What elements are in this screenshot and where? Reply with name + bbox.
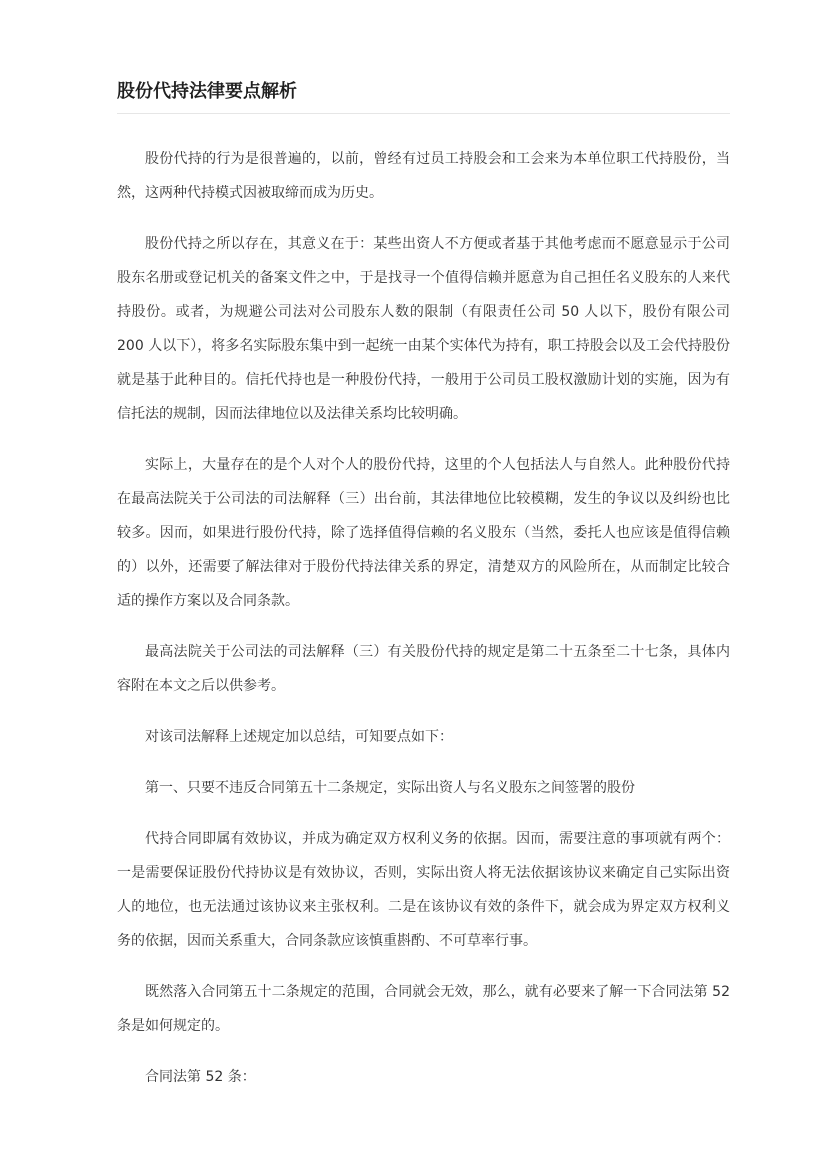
- paragraph-5: 对该司法解释上述规定加以总结，可知要点如下：: [145, 729, 453, 745]
- article-body: [117, 142, 730, 1111]
- paragraph-7: 代持合同即属有效协议，并成为确定双方权利义务的依据。因而，需要注意的事项就有两个：一是需要保证股份代持协议是有效协议，否则，实际出资人将无法依据该协议来确定自己实际出资人的地位，也无法通过该协议来主张权利。二是在该协议有效的条件下，就会成为界定双方权利义务的依据，因而关系重大，合同条款应该慎重斟酌、不可草率行事。: [117, 831, 730, 949]
- paragraph-1: 股份代持的行为是很普遍的，以前，曾经有过员工持股会和工会来为本单位职工代持股份，当然，这两种代持模式因被取缔而成为历史。: [117, 151, 730, 201]
- paragraph-3: 实际上，大量存在的是个人对个人的股份代持，这里的个人包括法人与自然人。此种股份代持在最高法院关于公司法的司法解释（三）出台前，其法律地位比较模糊，发生的争议以及纠纷也比较多。因而，如果进行股份代持，除了选择值得信赖的名义股东（当然，委托人也应该是值得信赖的）以外，还需要了解法律对于股份代持法律关系的界定，清楚双方的风险所在，从而制定比较合适的操作方案以及合同条款。: [117, 457, 730, 609]
- title-divider: [117, 113, 730, 114]
- page-title: 股份代持法律要点解析: [117, 81, 297, 102]
- paragraph-8: 既然落入合同第五十二条规定的范围，合同就会无效，那么，就有必要来了解一下合同法第 52 条是如何规定的。: [117, 984, 730, 1034]
- paragraph-2: 股份代持之所以存在，其意义在于：某些出资人不方便或者基于其他考虑而不愿意显示于公司股东名册或登记机关的备案文件之中，于是找寻一个值得信赖并愿意为自己担任名义股东的人来代持股份。或者，为规避公司法对公司股东人数的限制（有限责任公司 50 人以下，股份有限公司 200 人以下），将多名实际股东集中到一起统一由某个实体代为持有，职工持股会以及工会代持股份就是基于此种目的。信托代持也是一种股份代持，一般用于公司员工股权激励计划的实施，因为有信托法的规制，因而法律地位以及法律关系均比较明确。: [117, 236, 730, 422]
- paragraph-4: 最高法院关于公司法的司法解释（三）有关股份代持的规定是第二十五条至二十七条，具体内容附在本文之后以供参考。: [117, 644, 730, 694]
- paragraph-9: 合同法第 52 条：: [145, 1069, 256, 1085]
- paragraph-6: 第一、只要不违反合同第五十二条规定，实际出资人与名义股东之间签署的股份: [145, 780, 635, 796]
